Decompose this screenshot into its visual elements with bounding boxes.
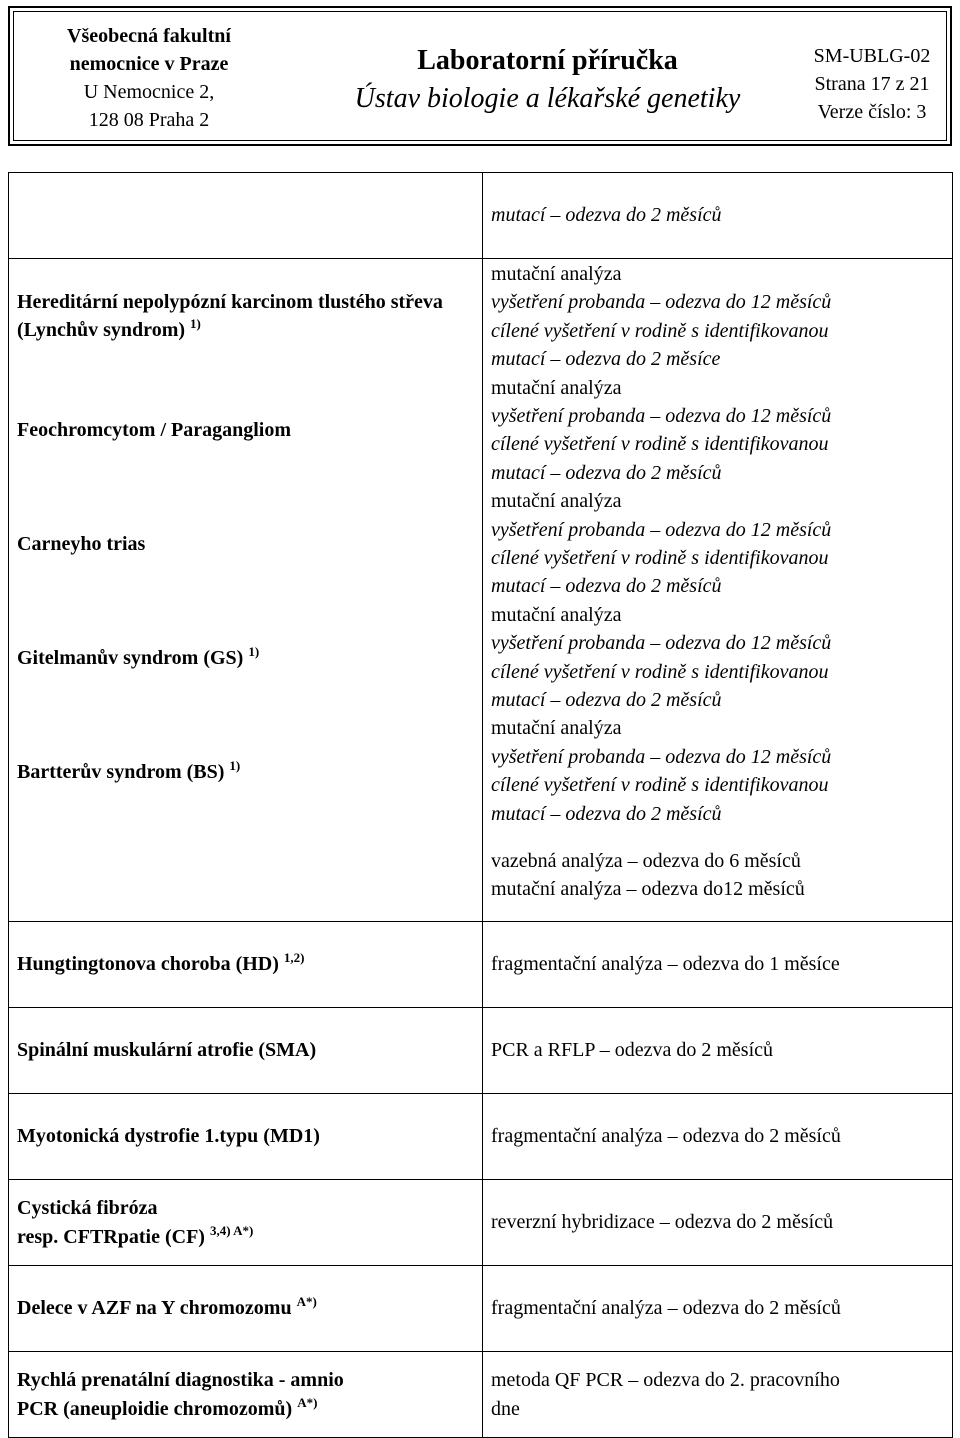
method-line: vyšetření probanda – odezva do 12 měsíců <box>491 745 832 768</box>
disease-label: Delece v AZF na Y chromozomu <box>17 1297 292 1320</box>
method-line: cílené vyšetření v rodině s identifikovanou <box>491 547 829 569</box>
method-line: mutační analýza <box>491 490 622 513</box>
table-row <box>9 1180 953 1266</box>
spacer <box>17 829 474 921</box>
title-block <box>285 42 810 118</box>
version-number: Verze číslo: 3 <box>817 101 927 123</box>
footnote-ref: A*) <box>296 1294 317 1310</box>
disease-label: PCR (aneuploidie chromozomů) <box>17 1397 293 1420</box>
method-cell <box>483 259 953 922</box>
doc-code: SM-UBLG-02 <box>813 45 931 67</box>
disease-label: Rychlá prenatální diagnostika - amnio <box>17 1369 344 1392</box>
method-line: mutační analýza <box>491 603 622 626</box>
disease-cell <box>9 1008 483 1094</box>
method-line: mutací – odezva do 2 měsíců <box>491 461 722 484</box>
method-cell <box>483 1266 953 1352</box>
method-line: vyšetření probanda – odezva do 12 měsíců <box>491 291 832 314</box>
table-row <box>9 1008 953 1094</box>
disease-group <box>17 259 474 373</box>
disease-group <box>17 373 474 487</box>
method-line: fragmentační analýza – odezva do 2 měsíců <box>491 1125 841 1148</box>
disease-name <box>17 644 259 672</box>
method-groups <box>491 259 944 829</box>
method-line: dne <box>491 1397 520 1420</box>
disease-cell <box>9 173 483 259</box>
org-line-3: U Nemocnice 2, <box>83 81 215 103</box>
method-group <box>491 260 944 374</box>
disease-group <box>17 715 474 829</box>
disease-label: Bartterův syndrom (BS) <box>17 760 225 783</box>
disease-cell <box>9 922 483 1008</box>
org-line-2: nemocnice v Praze <box>69 53 229 75</box>
diagnostics-table <box>8 172 953 1438</box>
method-line: mutační analýza <box>491 262 622 285</box>
disease-label: Hereditární nepolypózní karcinom tlustého střeva (Lynchův syndrom) <box>17 290 443 341</box>
method-line: vyšetření probanda – odezva do 12 měsíců <box>491 518 832 541</box>
method-line: mutační analýza – odezva do12 měsíců <box>491 878 805 900</box>
disease-cell <box>9 1352 483 1438</box>
disease-name <box>17 1223 474 1251</box>
disease-label: Spinální muskulární atrofie (SMA) <box>17 1039 317 1062</box>
method-line: mutací – odezva do 2 měsíců <box>491 802 722 825</box>
method-line: cílené vyšetření v rodině s identifikovanou <box>491 433 829 456</box>
footnote-ref: 3,4) A*) <box>209 1222 254 1238</box>
table-row <box>9 173 953 259</box>
method-line: metoda QF PCR – odezva do 2. pracovního <box>491 1369 840 1392</box>
disease-name <box>17 1395 474 1423</box>
method-cell <box>483 1180 953 1266</box>
disease-cell <box>9 1180 483 1266</box>
method-line: vazebná analýza – odezva do 6 měsíců <box>491 849 801 872</box>
footnote-ref: 1) <box>190 316 201 331</box>
method-line: cílené vyšetření v rodině s identifikovanou <box>491 319 829 342</box>
method-line: vyšetření probanda – odezva do 12 měsíců <box>491 404 832 427</box>
disease-group <box>17 487 474 601</box>
doc-info-block <box>792 42 952 126</box>
method-line: mutační analýza <box>491 717 622 740</box>
method-line: mutací – odezva do 2 měsíce <box>491 348 721 371</box>
method-cell <box>483 1094 953 1180</box>
method-group <box>491 487 944 601</box>
table-row <box>9 259 953 922</box>
method-group <box>491 601 944 715</box>
disease-label: Feochromcytom / Paragangliom <box>17 418 292 441</box>
disease-label: Cystická fibróza <box>17 1197 158 1220</box>
method-cell <box>483 1352 953 1438</box>
footnote-ref: 1) <box>248 643 260 659</box>
footnote-ref: A*) <box>297 1394 318 1410</box>
disease-group <box>17 601 474 715</box>
footnote-ref: 1,2) <box>283 950 305 966</box>
table-row <box>9 922 953 1008</box>
method-line: cílené vyšetření v rodině s identifikovanou <box>491 774 829 797</box>
disease-label: Myotonická dystrofie 1.typu (MD1) <box>17 1125 320 1148</box>
method-line: mutací – odezva do 2 měsíců <box>491 689 722 712</box>
method-cell <box>483 173 953 259</box>
table-row <box>9 1266 953 1352</box>
method-line: reverzní hybridizace – odezva do 2 měsíců <box>491 1211 834 1234</box>
org-line-1: Všeobecná fakultní <box>67 25 231 47</box>
organization-block <box>24 22 274 134</box>
page-number: Strana 17 z 21 <box>814 73 930 95</box>
table-row <box>9 1094 953 1180</box>
table-row <box>9 1352 953 1438</box>
org-line-4: 128 08 Praha 2 <box>88 109 210 131</box>
disease-label: Gitelmanův syndrom (GS) <box>17 646 244 669</box>
disease-cell <box>9 259 483 922</box>
disease-cell <box>9 1266 483 1352</box>
disease-name <box>17 758 240 786</box>
method-group <box>491 829 944 921</box>
disease-label: Hungtingtonova choroba (HD) <box>17 953 279 976</box>
method-group <box>491 374 944 488</box>
method-line: mutací – odezva do 2 měsíců <box>491 575 722 598</box>
disease-cell <box>9 1094 483 1180</box>
method-cell <box>483 922 953 1008</box>
document-header <box>8 6 952 146</box>
footnote-ref: 1) <box>229 757 241 773</box>
disease-label: resp. CFTRpatie (CF) <box>17 1225 205 1248</box>
document-title: Laboratorní příručka <box>417 45 678 76</box>
method-line: PCR a RFLP – odezva do 2 měsíců <box>491 1039 774 1062</box>
method-line: mutací – odezva do 2 měsíců <box>491 204 722 227</box>
method-line: vyšetření probanda – odezva do 12 měsíců <box>491 632 832 655</box>
method-line: cílené vyšetření v rodině s identifikovanou <box>491 660 829 683</box>
method-line: mutační analýza <box>491 376 622 399</box>
disease-label: Carneyho trias <box>17 532 146 555</box>
method-group <box>491 714 944 828</box>
document-subtitle: Ústav biologie a lékařské genetiky <box>354 83 741 114</box>
method-line: fragmentační analýza – odezva do 1 měsíce <box>491 953 840 976</box>
method-cell <box>483 1008 953 1094</box>
method-line: fragmentační analýza – odezva do 2 měsíců <box>491 1297 841 1320</box>
disease-name <box>17 288 474 345</box>
